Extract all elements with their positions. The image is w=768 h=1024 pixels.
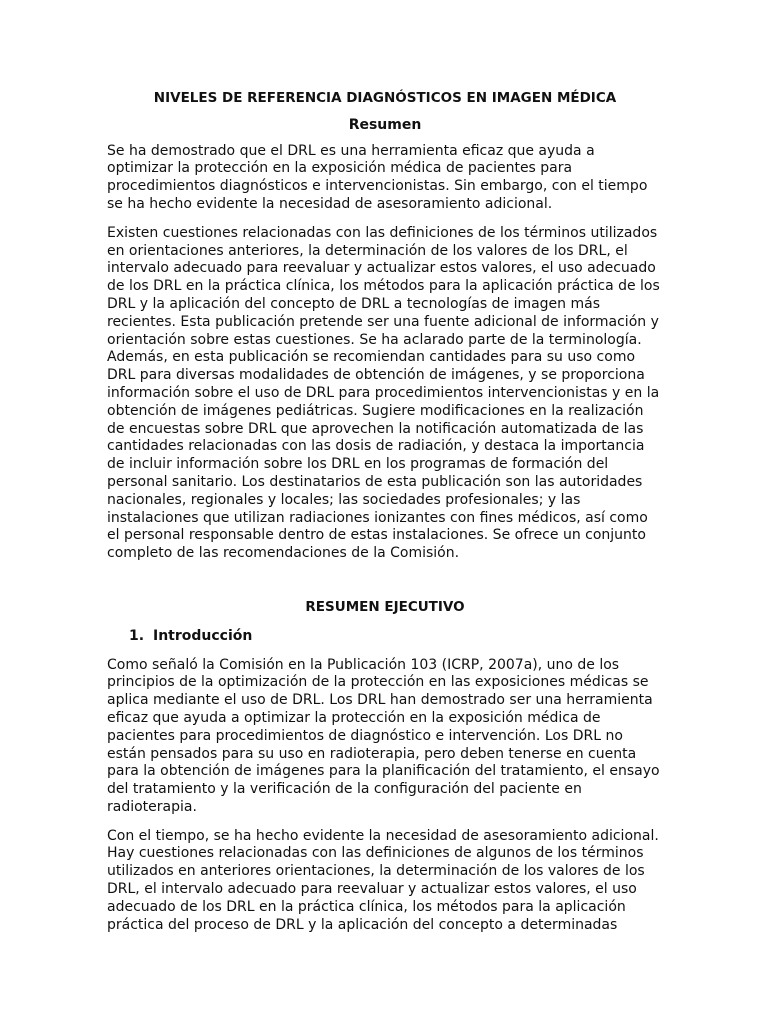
abstract-paragraph-1: Se ha demostrado que el DRL es una herramienta eficaz que ayuda a optimizar la protección en la exposición médica de pacientes para procedimientos diagnósticos e intervencionistas. Sin embargo, con el tiempo se ha hecho evidente la necesidad de asesoramiento adicional.: [107, 142, 648, 212]
section-1-heading: [129, 628, 663, 646]
section-1-paragraph-1: Como señaló la Comisión en la Publicación 103 (ICRP, 2007a), uno de los principios de la optimización de la protección en las exposiciones médicas se aplica mediante el uso de DRL. Los DRL han demostrado ser una herramienta eficaz que ayuda a optimizar la protección en la exposición médica de pacientes para procedimientos de diagnóstico e intervención. Los DRL no están pensados para su uso en radioterapia, pero deben tenerse en cuenta para la obtención de imágenes para la planificación del tratamiento, el ensayo del tratamiento y la verificación de la configuración del paciente en radioterapia.: [107, 656, 660, 815]
section-1-paragraph-2: Con el tiempo, se ha hecho evidente la necesidad de asesoramiento adicional. Hay cuestiones relacionadas con las definiciones de algunos de los términos utilizados en anteriores orientaciones, la determinación de los valores de los DRL, el intervalo adecuado para reevaluar y actualizar estos valores, el uso adecuado de los DRL en la práctica clínica, los métodos para la aplicación práctica del proceso de DRL y la aplicación del concepto a determinadas: [107, 827, 659, 933]
abstract-paragraph-2: Existen cuestiones relacionadas con las definiciones de los términos utilizados en orientaciones anteriores, la determinación de los valores de los DRL, el intervalo adecuado para reevaluar y actualizar estos valores, el uso adecuado de los DRL en la práctica clínica, los métodos para la aplicación práctica de los DRL y la aplicación del concepto de DRL a tecnologías de imagen más recientes. Esta publicación pretende ser una fuente adicional de información y orientación sobre estas cuestiones. Se ha aclarado parte de la terminología. Además, en esta publicación se recomiendan cantidades para su uso como DRL para diversas modalidades de obtención de imágenes, y se proporciona información sobre el uso de DRL para procedimientos intervencionistas y en la obtención de imágenes pediátricas. Sugiere modificaciones en la realización de encuestas sobre DRL que aprovechen la notificación automatizada de las cantidades relacionadas con las dosis de radiación, y destaca la importancia de incluir información sobre los DRL en los programas de formación del personal sanitario. Los destinatarios de esta publicación son las autoridades nacionales, regionales y locales; las sociedades profesionales; y las instalaciones que utilizan radiaciones ionizantes con fines médicos, así como el personal responsable dentro de estas instalaciones. Se ofrece un conjunto completo de las recomendaciones de la Comisión.: [107, 224, 660, 562]
section-1-number: 1.: [129, 627, 145, 644]
document-page: [107, 90, 663, 945]
section-1-title: Introducción: [153, 627, 253, 644]
abstract-heading: Resumen: [348, 116, 422, 133]
document-title: NIVELES DE REFERENCIA DIAGNÓSTICOS EN IMAGEN MÉDICA: [153, 90, 617, 106]
executive-summary-heading: RESUMEN EJECUTIVO: [305, 598, 465, 615]
